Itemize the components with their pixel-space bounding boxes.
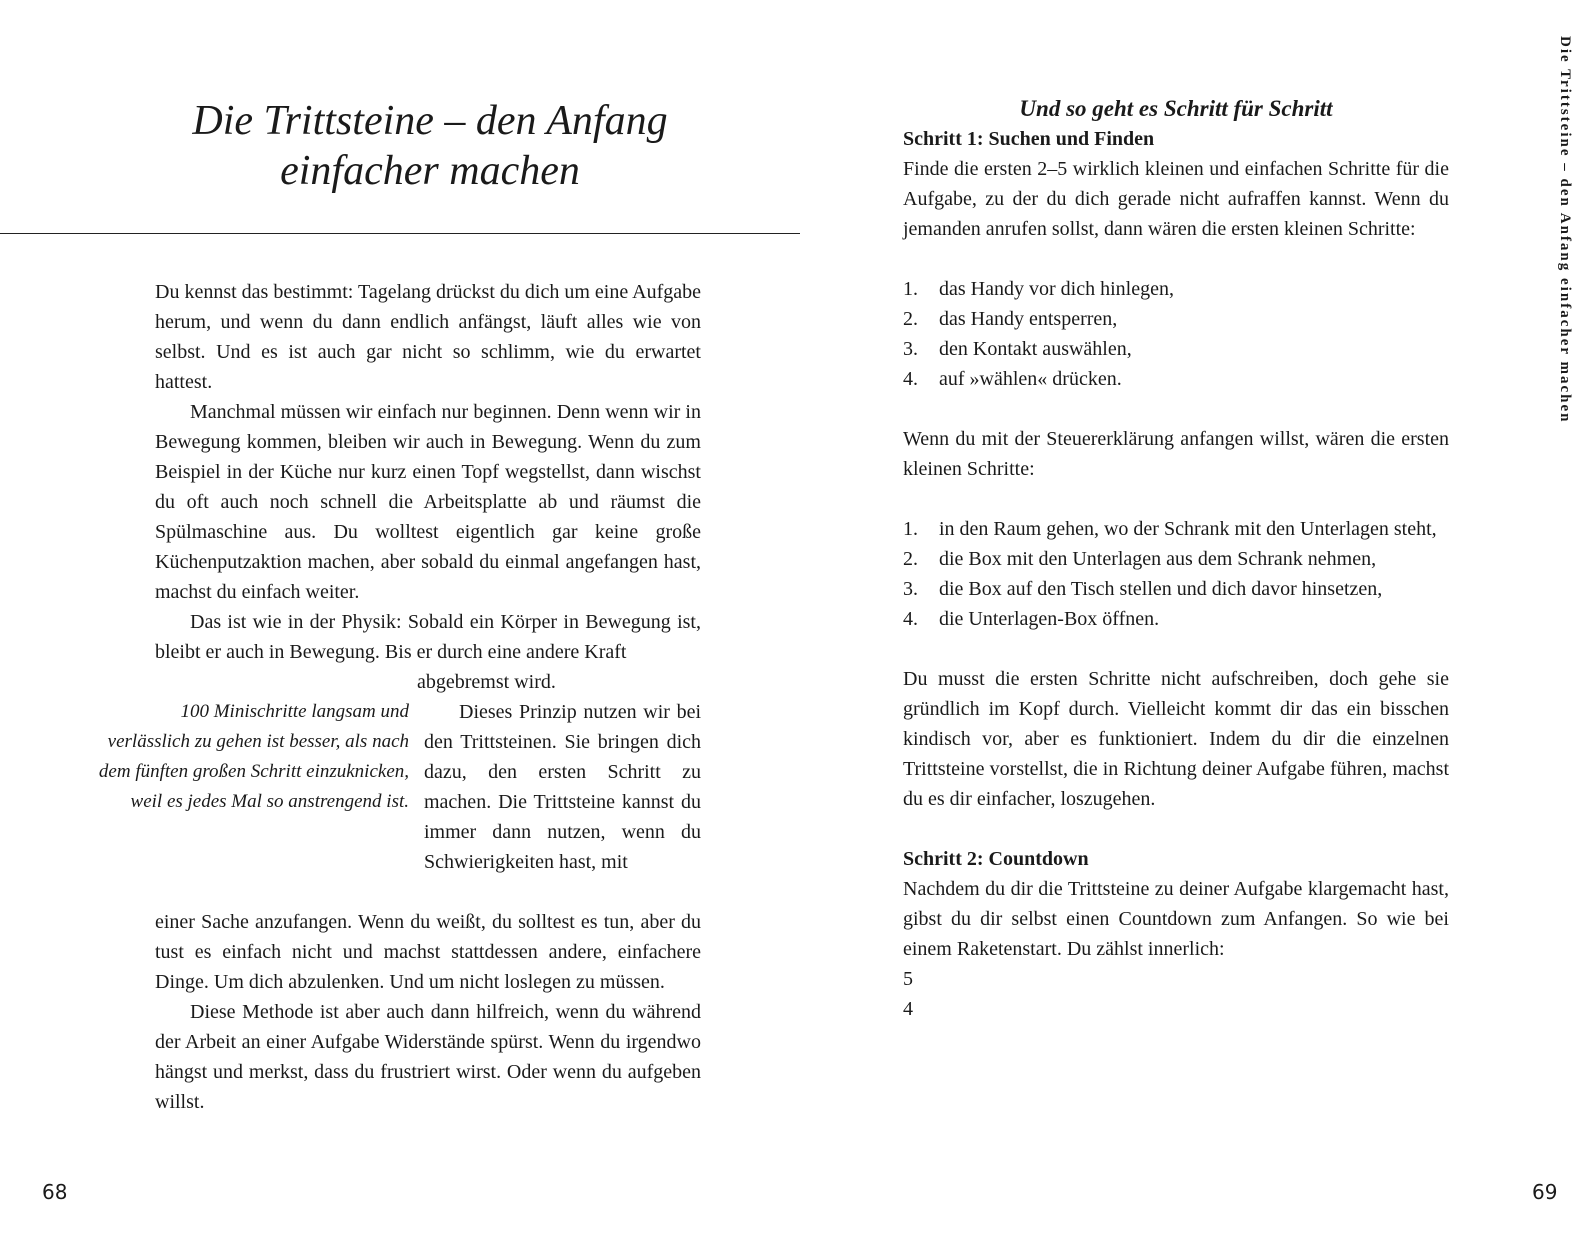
chapter-title (0, 96, 860, 196)
tax-intro: Wenn du mit der Steuererklärung anfangen willst, wären die ersten kleinen Schritte: (903, 428, 1449, 480)
page-number-left: 68 (42, 1180, 68, 1204)
list-item (903, 304, 1449, 334)
step1-text: Finde die ersten 2–5 wirklich kleinen und einfachen Schritte für die Aufgabe, zu der du dich gerade nicht aufraffen kannst. Wenn du jemanden anrufen sollst, dann wären die ersten kleinen Schritte: (903, 158, 1449, 240)
phone-steps-list (903, 274, 1449, 394)
list-text: die Unterlagen-Box öffnen. (939, 608, 1160, 630)
paragraph-4-rest: einer Sache anzufangen. Wenn du weißt, du solltest es tun, aber du tust es einfach nicht und machst stattdessen andere, einfachere Dinge. Um dich abzulenken. Und um nicht loslegen zu müssen. (155, 911, 701, 993)
right-page (800, 0, 1594, 1240)
paragraph-3: Das ist wie in der Physik: Sobald ein Körper in Bewegung ist, bleibt er auch in Bewegung. Bis er durch eine andere Kraft (155, 611, 701, 663)
right-body (903, 94, 1449, 1024)
countdown-4: 4 (903, 998, 913, 1020)
list-number: 4. (903, 608, 918, 630)
list-item (903, 544, 1449, 574)
list-number: 2. (903, 308, 918, 330)
page-number-right: 69 (1532, 1180, 1558, 1204)
running-head: Die Trittsteine – den Anfang einfacher machen (1557, 36, 1573, 424)
tax-steps-list (903, 514, 1449, 634)
spacer (903, 244, 1449, 274)
list-item (903, 514, 1449, 544)
list-number: 4. (903, 368, 918, 390)
pullquote-block (98, 697, 701, 907)
list-item (903, 364, 1449, 394)
list-text: auf »wählen« drücken. (939, 368, 1122, 390)
list-text: den Kontakt auswählen, (939, 338, 1132, 360)
spacer (903, 484, 1449, 514)
left-body (98, 277, 701, 1117)
list-item (903, 334, 1449, 364)
paragraph-1: Du kennst das bestimmt: Tagelang drückst du dich um eine Aufgabe herum, und wenn du dann endlich anfängst, läuft alles wie von selbst. Und es ist auch gar nicht so schlimm, wie du erwartet hattest. (155, 281, 701, 393)
list-text: das Handy vor dich hinlegen, (939, 278, 1174, 300)
title-rule (0, 233, 800, 234)
list-text: in den Raum gehen, wo der Schrank mit den Unterlagen steht, (939, 518, 1437, 540)
spacer (903, 634, 1449, 664)
section-heading: Und so geht es Schritt für Schritt (1019, 96, 1333, 121)
chapter-title-line2: einfacher machen (280, 148, 580, 194)
step2-title: Schritt 2: Countdown (903, 848, 1089, 870)
paragraph-5: Diese Methode ist aber auch dann hilfreich, wenn du während der Arbeit an einer Aufgabe Widerstände spürst. Wenn du irgendwo hängst und merkst, dass du frustriert wirst. Oder wenn du aufgeben willst. (155, 1001, 701, 1113)
list-text: die Box mit den Unterlagen aus dem Schrank nehmen, (939, 548, 1377, 570)
paragraph-3-continued: abgebremst wird. (417, 671, 556, 693)
paragraph-2: Manchmal müssen wir einfach nur beginnen. Denn wenn wir in Bewegung kommen, bleiben wir auch in Bewegung. Wenn du zum Beispiel in der Küche nur kurz einen Topf wegstellst, dann wischst du oft auch noch schnell die Arbeitsplatte ab und räumst die Spülmaschine aus. Du wolltest eigentlich gar keine große Küchenputzaktion machen, aber sobald du einmal angefangen hast, machst du einfach weiter. (155, 401, 701, 603)
pullquote: 100 Minischritte langsam und verlässlich zu gehen ist besser, als nach dem fünften großen Schritt einzuknicken, weil es jedes Mal so anstrengend ist. (98, 701, 409, 812)
list-number: 1. (903, 278, 918, 300)
list-item (903, 274, 1449, 304)
list-number: 3. (903, 338, 918, 360)
list-number: 3. (903, 578, 918, 600)
chapter-title-line1: Die Trittsteine – den Anfang (192, 98, 668, 144)
list-text: die Box auf den Tisch stellen und dich davor hinsetzen, (939, 578, 1383, 600)
mind-text: Du musst die ersten Schritte nicht aufschreiben, doch gehe sie gründlich im Kopf durch. Vielleicht kommt dir das ein bisschen kindisch vor, aber es funktioniert. Indem du dir die einzelnen Trittsteine vorstellst, die in Richtung deiner Aufgabe führen, machst du es dir einfacher, loszugehen. (903, 668, 1449, 810)
spacer (903, 394, 1449, 424)
step2-text: Nachdem du dir die Trittsteine zu deiner Aufgabe klargemacht hast, gibst du dir selbst einen Countdown zum Anfangen. So wie bei einem Raketenstart. Du zählst innerlich: (903, 878, 1449, 960)
spacer (903, 814, 1449, 844)
paragraph-4-column: Dieses Prinzip nutzen wir bei den Trittsteinen. Sie bringen dich dazu, den ersten Schritt zu machen. Die Trittsteine kannst du immer dann nutzen, wenn du Schwierigkeiten hast, mit (424, 701, 701, 873)
list-item (903, 604, 1449, 634)
countdown-5: 5 (903, 968, 913, 990)
list-text: das Handy entsperren, (939, 308, 1118, 330)
list-number: 2. (903, 548, 918, 570)
step1-title: Schritt 1: Suchen und Finden (903, 128, 1155, 150)
list-item (903, 574, 1449, 604)
list-number: 1. (903, 518, 918, 540)
